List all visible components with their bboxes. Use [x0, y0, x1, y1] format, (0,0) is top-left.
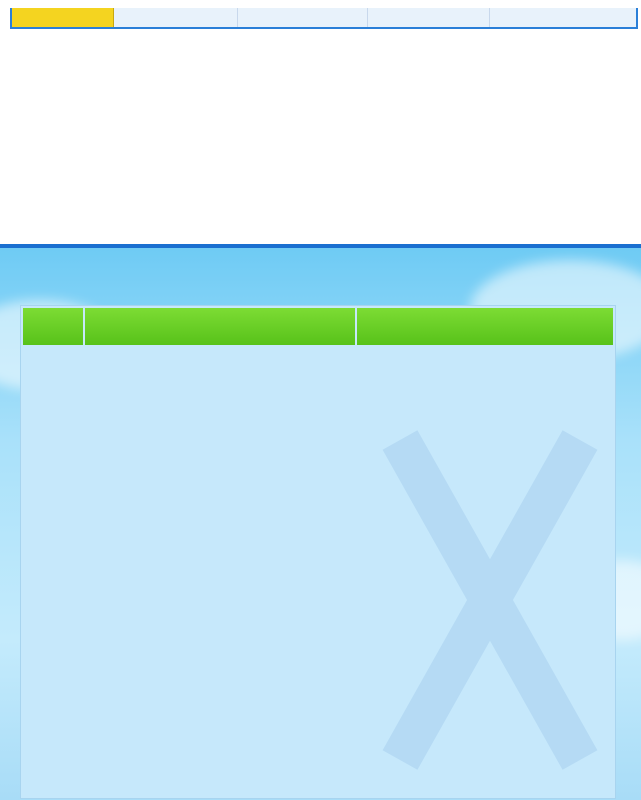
spec-header-col [238, 8, 368, 27]
spec-header-label [12, 8, 114, 27]
spec-header-col [368, 8, 490, 27]
compare-header-label [23, 308, 83, 345]
compare-header-brand [85, 308, 355, 345]
compare-header-row [21, 306, 615, 347]
spec-header-row [12, 8, 636, 27]
spec-header-col [114, 8, 238, 27]
compare-header-market [357, 308, 613, 345]
spec-table-panel [0, 0, 641, 248]
compare-table [20, 305, 616, 799]
spec-table [10, 8, 638, 29]
spec-header-col [490, 8, 636, 27]
